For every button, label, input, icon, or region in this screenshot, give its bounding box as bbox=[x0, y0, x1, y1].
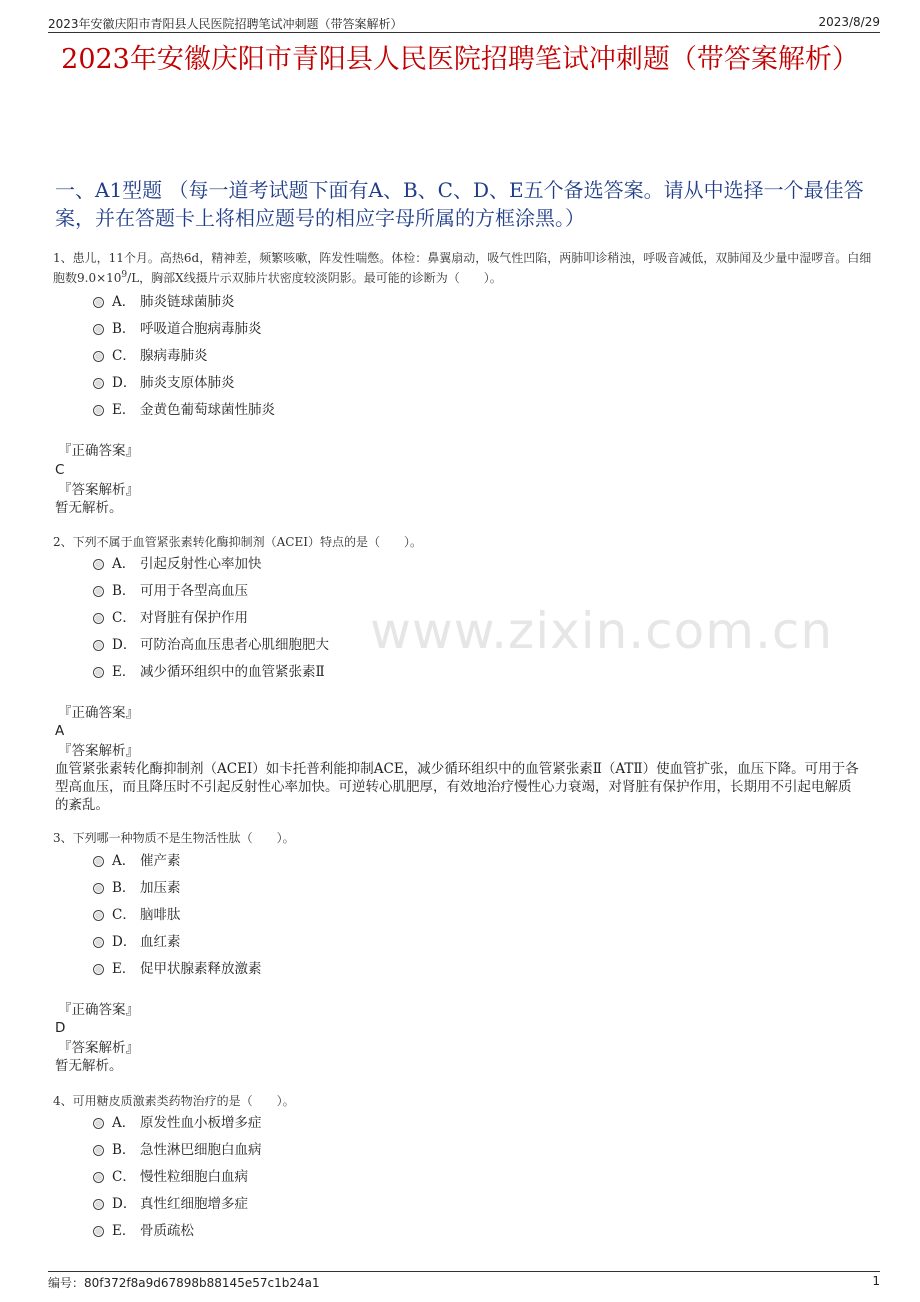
watermark: www.zixin.com.cn bbox=[370, 602, 834, 660]
radio-icon[interactable] bbox=[93, 324, 104, 335]
q4-option-c[interactable]: C． 慢性粒细胞白血病 bbox=[93, 1167, 248, 1187]
q1-analysis-label: 『答案解析』 bbox=[58, 482, 139, 498]
radio-icon[interactable] bbox=[93, 640, 104, 651]
radio-icon[interactable] bbox=[93, 1199, 104, 1210]
q4-option-e[interactable]: E． 骨质疏松 bbox=[93, 1221, 194, 1241]
question-4-stem: 4、可用糖皮质激素类药物治疗的是（ ）。 bbox=[53, 1094, 295, 1108]
q2-option-d[interactable]: D． 可防治高血压患者心肌细胞肥大 bbox=[93, 635, 329, 655]
q3-answer: D bbox=[55, 1020, 66, 1036]
page-title: 2023年安徽庆阳市青阳县人民医院招聘笔试冲刺题（带答案解析） bbox=[61, 44, 859, 75]
radio-icon[interactable] bbox=[93, 613, 104, 624]
radio-icon[interactable] bbox=[93, 1226, 104, 1237]
q3-analysis: 暂无解析。 bbox=[55, 1058, 123, 1074]
question-2-stem: 2、下列不属于血管紧张素转化酶抑制剂（ACEI）特点的是（ ）。 bbox=[53, 535, 422, 549]
header-title: 2023年安徽庆阳市青阳县人民医院招聘笔试冲刺题（带答案解析） bbox=[48, 17, 403, 31]
q3-option-c[interactable]: C． 脑啡肽 bbox=[93, 905, 181, 925]
radio-icon[interactable] bbox=[93, 586, 104, 597]
radio-icon[interactable] bbox=[93, 910, 104, 921]
section-heading: 一、A1型题 （每一道考试题下面有A、B、C、D、E五个备选答案。请从中选择一个最佳答案，并在答题卡上将相应题号的相应字母所属的方框涂黑。） bbox=[55, 178, 864, 230]
q1-option-c[interactable]: C． 腺病毒肺炎 bbox=[93, 346, 208, 366]
radio-icon[interactable] bbox=[93, 964, 104, 975]
q2-option-c[interactable]: C． 对肾脏有保护作用 bbox=[93, 608, 248, 628]
radio-icon[interactable] bbox=[93, 405, 104, 416]
radio-icon[interactable] bbox=[93, 297, 104, 308]
radio-icon[interactable] bbox=[93, 856, 104, 867]
q1-option-e[interactable]: E． 金黄色葡萄球菌性肺炎 bbox=[93, 400, 275, 420]
q2-option-e[interactable]: E． 减少循环组织中的血管紧张素Ⅱ bbox=[93, 662, 325, 682]
radio-icon[interactable] bbox=[93, 667, 104, 678]
header-date: 2023/8/29 bbox=[818, 15, 880, 29]
q2-answer-label: 『正确答案』 bbox=[58, 705, 139, 721]
page-footer bbox=[48, 1271, 880, 1290]
q1-answer: C bbox=[55, 462, 65, 478]
document-code: 编号：80f372f8a9d67898b88145e57c1b24a1 bbox=[48, 1276, 320, 1290]
q1-answer-label: 『正确答案』 bbox=[58, 443, 139, 459]
q3-option-a[interactable]: A． 催产素 bbox=[93, 851, 181, 871]
radio-icon[interactable] bbox=[93, 1118, 104, 1129]
page-number: 1 bbox=[872, 1274, 880, 1288]
page-header bbox=[48, 12, 880, 33]
radio-icon[interactable] bbox=[93, 378, 104, 389]
q1-option-d[interactable]: D． 肺炎支原体肺炎 bbox=[93, 373, 235, 393]
question-1-stem: 1、患儿，11个月。高热6d，精神差，频繁咳嗽，阵发性喘憋。体检：鼻翼扇动，吸气性凹陷，两肺叩诊稍浊，呼吸音减低，双肺闻及少量中湿啰音。白细胞数$9.0\times 10^9/L$，胸部X线摄片示双肺片状密度较淡阴影。最可能的诊断为（ ）。 bbox=[53, 251, 872, 285]
q4-option-d[interactable]: D． 真性红细胞增多症 bbox=[93, 1194, 248, 1214]
q3-option-b[interactable]: B． 加压素 bbox=[93, 878, 181, 898]
q1-analysis: 暂无解析。 bbox=[55, 500, 123, 516]
radio-icon[interactable] bbox=[93, 1172, 104, 1183]
q3-analysis-label: 『答案解析』 bbox=[58, 1040, 139, 1056]
q2-option-b[interactable]: B． 可用于各型高血压 bbox=[93, 581, 248, 601]
q3-answer-label: 『正确答案』 bbox=[58, 1002, 139, 1018]
q1-option-a[interactable]: A． 肺炎链球菌肺炎 bbox=[93, 292, 235, 312]
q2-answer: A bbox=[55, 723, 65, 739]
radio-icon[interactable] bbox=[93, 351, 104, 362]
q3-option-d[interactable]: D． 血红素 bbox=[93, 932, 181, 952]
radio-icon[interactable] bbox=[93, 559, 104, 570]
radio-icon[interactable] bbox=[93, 1145, 104, 1156]
radio-icon[interactable] bbox=[93, 883, 104, 894]
q2-analysis: 血管紧张素转化酶抑制剂（ACEI）如卡托普利能抑制ACE，减少循环组织中的血管紧张素Ⅱ（ATⅡ）使血管扩张，血压下降。可用于各型高血压，而且降压时不引起反射性心率加快。可逆转心肌肥厚，有效地治疗慢性心力衰竭，对肾脏有保护作用，长期用不引起电解质的紊乱。 bbox=[55, 761, 859, 813]
q4-option-a[interactable]: A． 原发性血小板增多症 bbox=[93, 1113, 262, 1133]
question-3-stem: 3、下列哪一种物质不是生物活性肽（ ）。 bbox=[53, 831, 295, 845]
q2-option-a[interactable]: A． 引起反射性心率加快 bbox=[93, 554, 262, 574]
radio-icon[interactable] bbox=[93, 937, 104, 948]
q3-option-e[interactable]: E． 促甲状腺素释放激素 bbox=[93, 959, 262, 979]
q4-option-b[interactable]: B． 急性淋巴细胞白血病 bbox=[93, 1140, 262, 1160]
q2-analysis-label: 『答案解析』 bbox=[58, 743, 139, 759]
q1-option-b[interactable]: B． 呼吸道合胞病毒肺炎 bbox=[93, 319, 262, 339]
